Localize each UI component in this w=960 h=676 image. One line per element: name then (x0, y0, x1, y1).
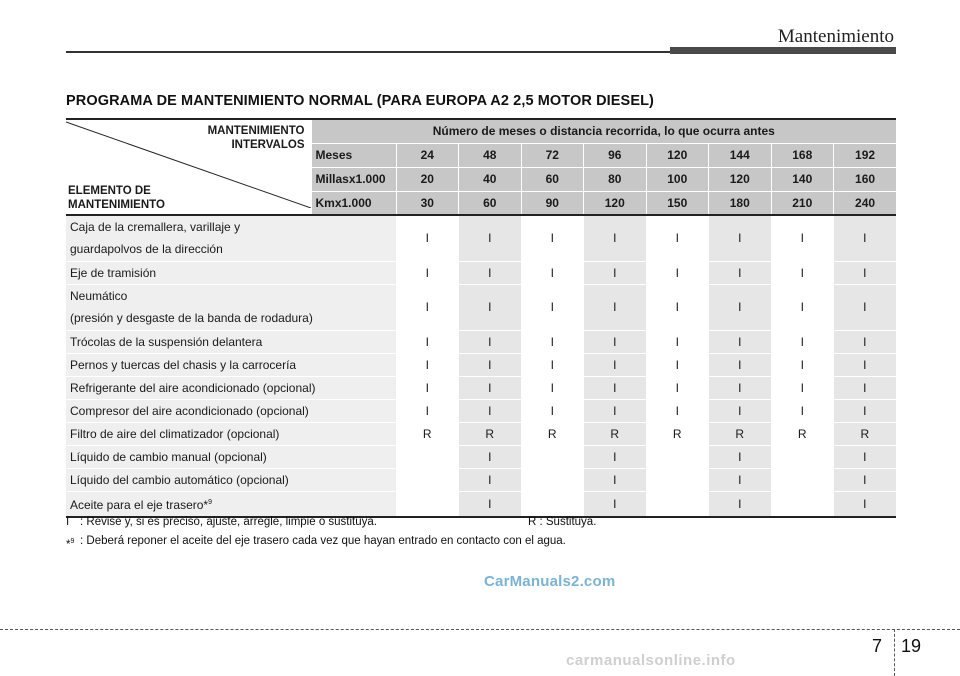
maintenance-action-cell: I (834, 468, 897, 491)
maintenance-item-name: Trócolas de la suspensión delantera (66, 330, 396, 353)
footer-dashed-rule (0, 629, 960, 630)
maintenance-action-cell: I (646, 330, 709, 353)
maintenance-action-cell (646, 445, 709, 468)
maintenance-action-cell: I (646, 376, 709, 399)
interval-value: 48 (459, 143, 522, 167)
maintenance-item-name: Aceite para el eje trasero*$^9$ (66, 491, 396, 517)
maintenance-action-cell: I (396, 399, 459, 422)
interval-value: 72 (521, 143, 584, 167)
table-row (66, 468, 896, 491)
maintenance-action-cell: R (459, 422, 522, 445)
maintenance-item-name: Caja de la cremallera, varillaje y guardapolvos de la dirección (66, 215, 396, 261)
maintenance-action-cell: I (646, 399, 709, 422)
maintenance-action-cell (771, 468, 834, 491)
maintenance-action-cell: R (521, 422, 584, 445)
note-replace: R : Sustituya. (528, 516, 597, 528)
page-title: PROGRAMA DE MANTENIMIENTO NORMAL (PARA EUROPA A2 2,5 MOTOR DIESEL) (66, 93, 654, 109)
maintenance-action-cell: I (646, 353, 709, 376)
maintenance-item-name: Eje de tramisión (66, 261, 396, 284)
maintenance-action-cell (396, 445, 459, 468)
interval-value: 168 (771, 143, 834, 167)
maintenance-action-cell: I (709, 330, 772, 353)
maintenance-action-cell (521, 445, 584, 468)
maintenance-action-cell: I (521, 284, 584, 330)
maintenance-action-cell: I (584, 215, 647, 261)
interval-value: 150 (646, 191, 709, 215)
maintenance-action-cell: R (646, 422, 709, 445)
maintenance-action-cell: I (459, 468, 522, 491)
interval-value: 210 (771, 191, 834, 215)
maintenance-schedule-table (66, 118, 896, 518)
footer-page-divider (894, 629, 895, 676)
table-row (66, 284, 896, 330)
maintenance-action-cell: I (521, 215, 584, 261)
section-title: Mantenimiento (777, 26, 894, 47)
table-row (66, 422, 896, 445)
maintenance-action-cell: I (521, 376, 584, 399)
maintenance-action-cell: I (584, 399, 647, 422)
maintenance-action-cell: I (771, 215, 834, 261)
maintenance-action-cell: I (459, 261, 522, 284)
interval-unit-label: Kmx1.000 (311, 191, 396, 215)
table-row (66, 261, 896, 284)
maintenance-action-cell: I (709, 215, 772, 261)
page-number: 19 (901, 636, 922, 656)
interval-value: 160 (834, 167, 897, 191)
maintenance-action-cell: I (834, 376, 897, 399)
maintenance-action-cell (771, 491, 834, 517)
maintenance-action-cell: I (396, 261, 459, 284)
interval-value: 144 (709, 143, 772, 167)
maintenance-action-cell: R (709, 422, 772, 445)
maintenance-action-cell: R (584, 422, 647, 445)
table-row (66, 376, 896, 399)
maintenance-action-cell: I (459, 491, 522, 517)
maintenance-action-cell: I (709, 468, 772, 491)
maintenance-action-cell: I (771, 330, 834, 353)
header-rule (66, 51, 670, 53)
maintenance-item-name: Pernos y tuercas del chasis y la carrocería (66, 353, 396, 376)
maintenance-item-name: Compresor del aire acondicionado (opcional) (66, 399, 396, 422)
interval-value: 30 (396, 191, 459, 215)
maintenance-action-cell: I (396, 330, 459, 353)
interval-value: 20 (396, 167, 459, 191)
maintenance-action-cell (646, 491, 709, 517)
maintenance-action-cell: I (771, 376, 834, 399)
interval-value: 60 (521, 167, 584, 191)
maintenance-item-name: Filtro de aire del climatizador (opcional) (66, 422, 396, 445)
table-row (66, 353, 896, 376)
maintenance-action-cell: I (709, 261, 772, 284)
maintenance-action-cell: I (459, 284, 522, 330)
interval-value: 96 (584, 143, 647, 167)
interval-value: 80 (584, 167, 647, 191)
interval-value: 40 (459, 167, 522, 191)
interval-unit-label: Millasx1.000 (311, 167, 396, 191)
maintenance-action-cell: I (459, 215, 522, 261)
maintenance-action-cell: I (834, 445, 897, 468)
chapter-number: 7 (872, 636, 883, 656)
maintenance-action-cell: R (834, 422, 897, 445)
maintenance-action-cell: I (459, 330, 522, 353)
maintenance-action-cell: I (834, 399, 897, 422)
interval-value: 120 (646, 143, 709, 167)
maintenance-action-cell: I (646, 215, 709, 261)
maintenance-action-cell: I (834, 261, 897, 284)
interval-value: 120 (709, 167, 772, 191)
maintenance-item-name: Líquido del cambio automático (opcional) (66, 468, 396, 491)
maintenance-item-name: Neumático (presión y desgaste de la banda de rodadura) (66, 284, 396, 330)
maintenance-action-cell: I (709, 353, 772, 376)
interval-value: 100 (646, 167, 709, 191)
interval-unit-label: Meses (311, 143, 396, 167)
maintenance-action-cell: I (459, 399, 522, 422)
maintenance-action-cell: I (771, 284, 834, 330)
maintenance-item-name: Refrigerante del aire acondicionado (opcional) (66, 376, 396, 399)
maintenance-action-cell: I (396, 284, 459, 330)
maintenance-action-cell: I (771, 399, 834, 422)
maintenance-action-cell: I (459, 376, 522, 399)
maintenance-action-cell: I (709, 399, 772, 422)
interval-value: 240 (834, 191, 897, 215)
interval-value: 24 (396, 143, 459, 167)
interval-value: 120 (584, 191, 647, 215)
maintenance-action-cell: I (834, 353, 897, 376)
maintenance-action-cell: I (396, 376, 459, 399)
maintenance-action-cell (396, 491, 459, 517)
maintenance-action-cell: I (584, 284, 647, 330)
maintenance-action-cell: I (396, 215, 459, 261)
maintenance-action-cell: I (709, 376, 772, 399)
maintenance-action-cell (771, 445, 834, 468)
header-rule-accent (670, 47, 896, 54)
maintenance-action-cell: I (521, 330, 584, 353)
maintenance-action-cell: I (709, 491, 772, 517)
maintenance-action-cell: I (584, 445, 647, 468)
interval-value: 90 (521, 191, 584, 215)
maintenance-action-cell: R (396, 422, 459, 445)
table-row (66, 215, 896, 261)
corner-items-label: ELEMENTO DE MANTENIMIENTO (68, 185, 165, 211)
maintenance-action-cell (521, 468, 584, 491)
interval-value: 60 (459, 191, 522, 215)
table-corner-cell (66, 119, 311, 215)
maintenance-action-cell: I (396, 353, 459, 376)
maintenance-action-cell: I (646, 284, 709, 330)
maintenance-action-cell: I (771, 353, 834, 376)
maintenance-action-cell: I (584, 491, 647, 517)
interval-value: 180 (709, 191, 772, 215)
maintenance-action-cell: I (834, 330, 897, 353)
maintenance-action-cell: I (834, 284, 897, 330)
interval-span-header: Número de meses o distancia recorrida, lo que ocurra antes (311, 119, 896, 143)
maintenance-action-cell: I (459, 445, 522, 468)
footer-watermark: carmanualsonline.info (566, 652, 736, 669)
maintenance-action-cell: I (771, 261, 834, 284)
table-row (66, 330, 896, 353)
maintenance-action-cell: I (584, 330, 647, 353)
maintenance-action-cell: I (584, 353, 647, 376)
table-row (66, 445, 896, 468)
interval-value: 140 (771, 167, 834, 191)
maintenance-action-cell: I (459, 353, 522, 376)
maintenance-action-cell: I (646, 261, 709, 284)
maintenance-action-cell: I (584, 261, 647, 284)
maintenance-action-cell: I (709, 284, 772, 330)
maintenance-action-cell: I (521, 399, 584, 422)
maintenance-action-cell: I (584, 376, 647, 399)
maintenance-action-cell (396, 468, 459, 491)
maintenance-action-cell: I (521, 353, 584, 376)
maintenance-action-cell: I (834, 491, 897, 517)
maintenance-action-cell: I (584, 468, 647, 491)
maintenance-action-cell (646, 468, 709, 491)
table-row (66, 399, 896, 422)
interval-value: 192 (834, 143, 897, 167)
maintenance-action-cell: R (771, 422, 834, 445)
maintenance-item-name: Líquido de cambio manual (opcional) (66, 445, 396, 468)
watermark-link[interactable]: CarManuals2.com (484, 573, 616, 590)
corner-intervals-label: MANTENIMIENTO INTERVALOS (207, 125, 305, 151)
maintenance-action-cell: I (709, 445, 772, 468)
maintenance-action-cell: I (834, 215, 897, 261)
maintenance-action-cell: I (521, 261, 584, 284)
